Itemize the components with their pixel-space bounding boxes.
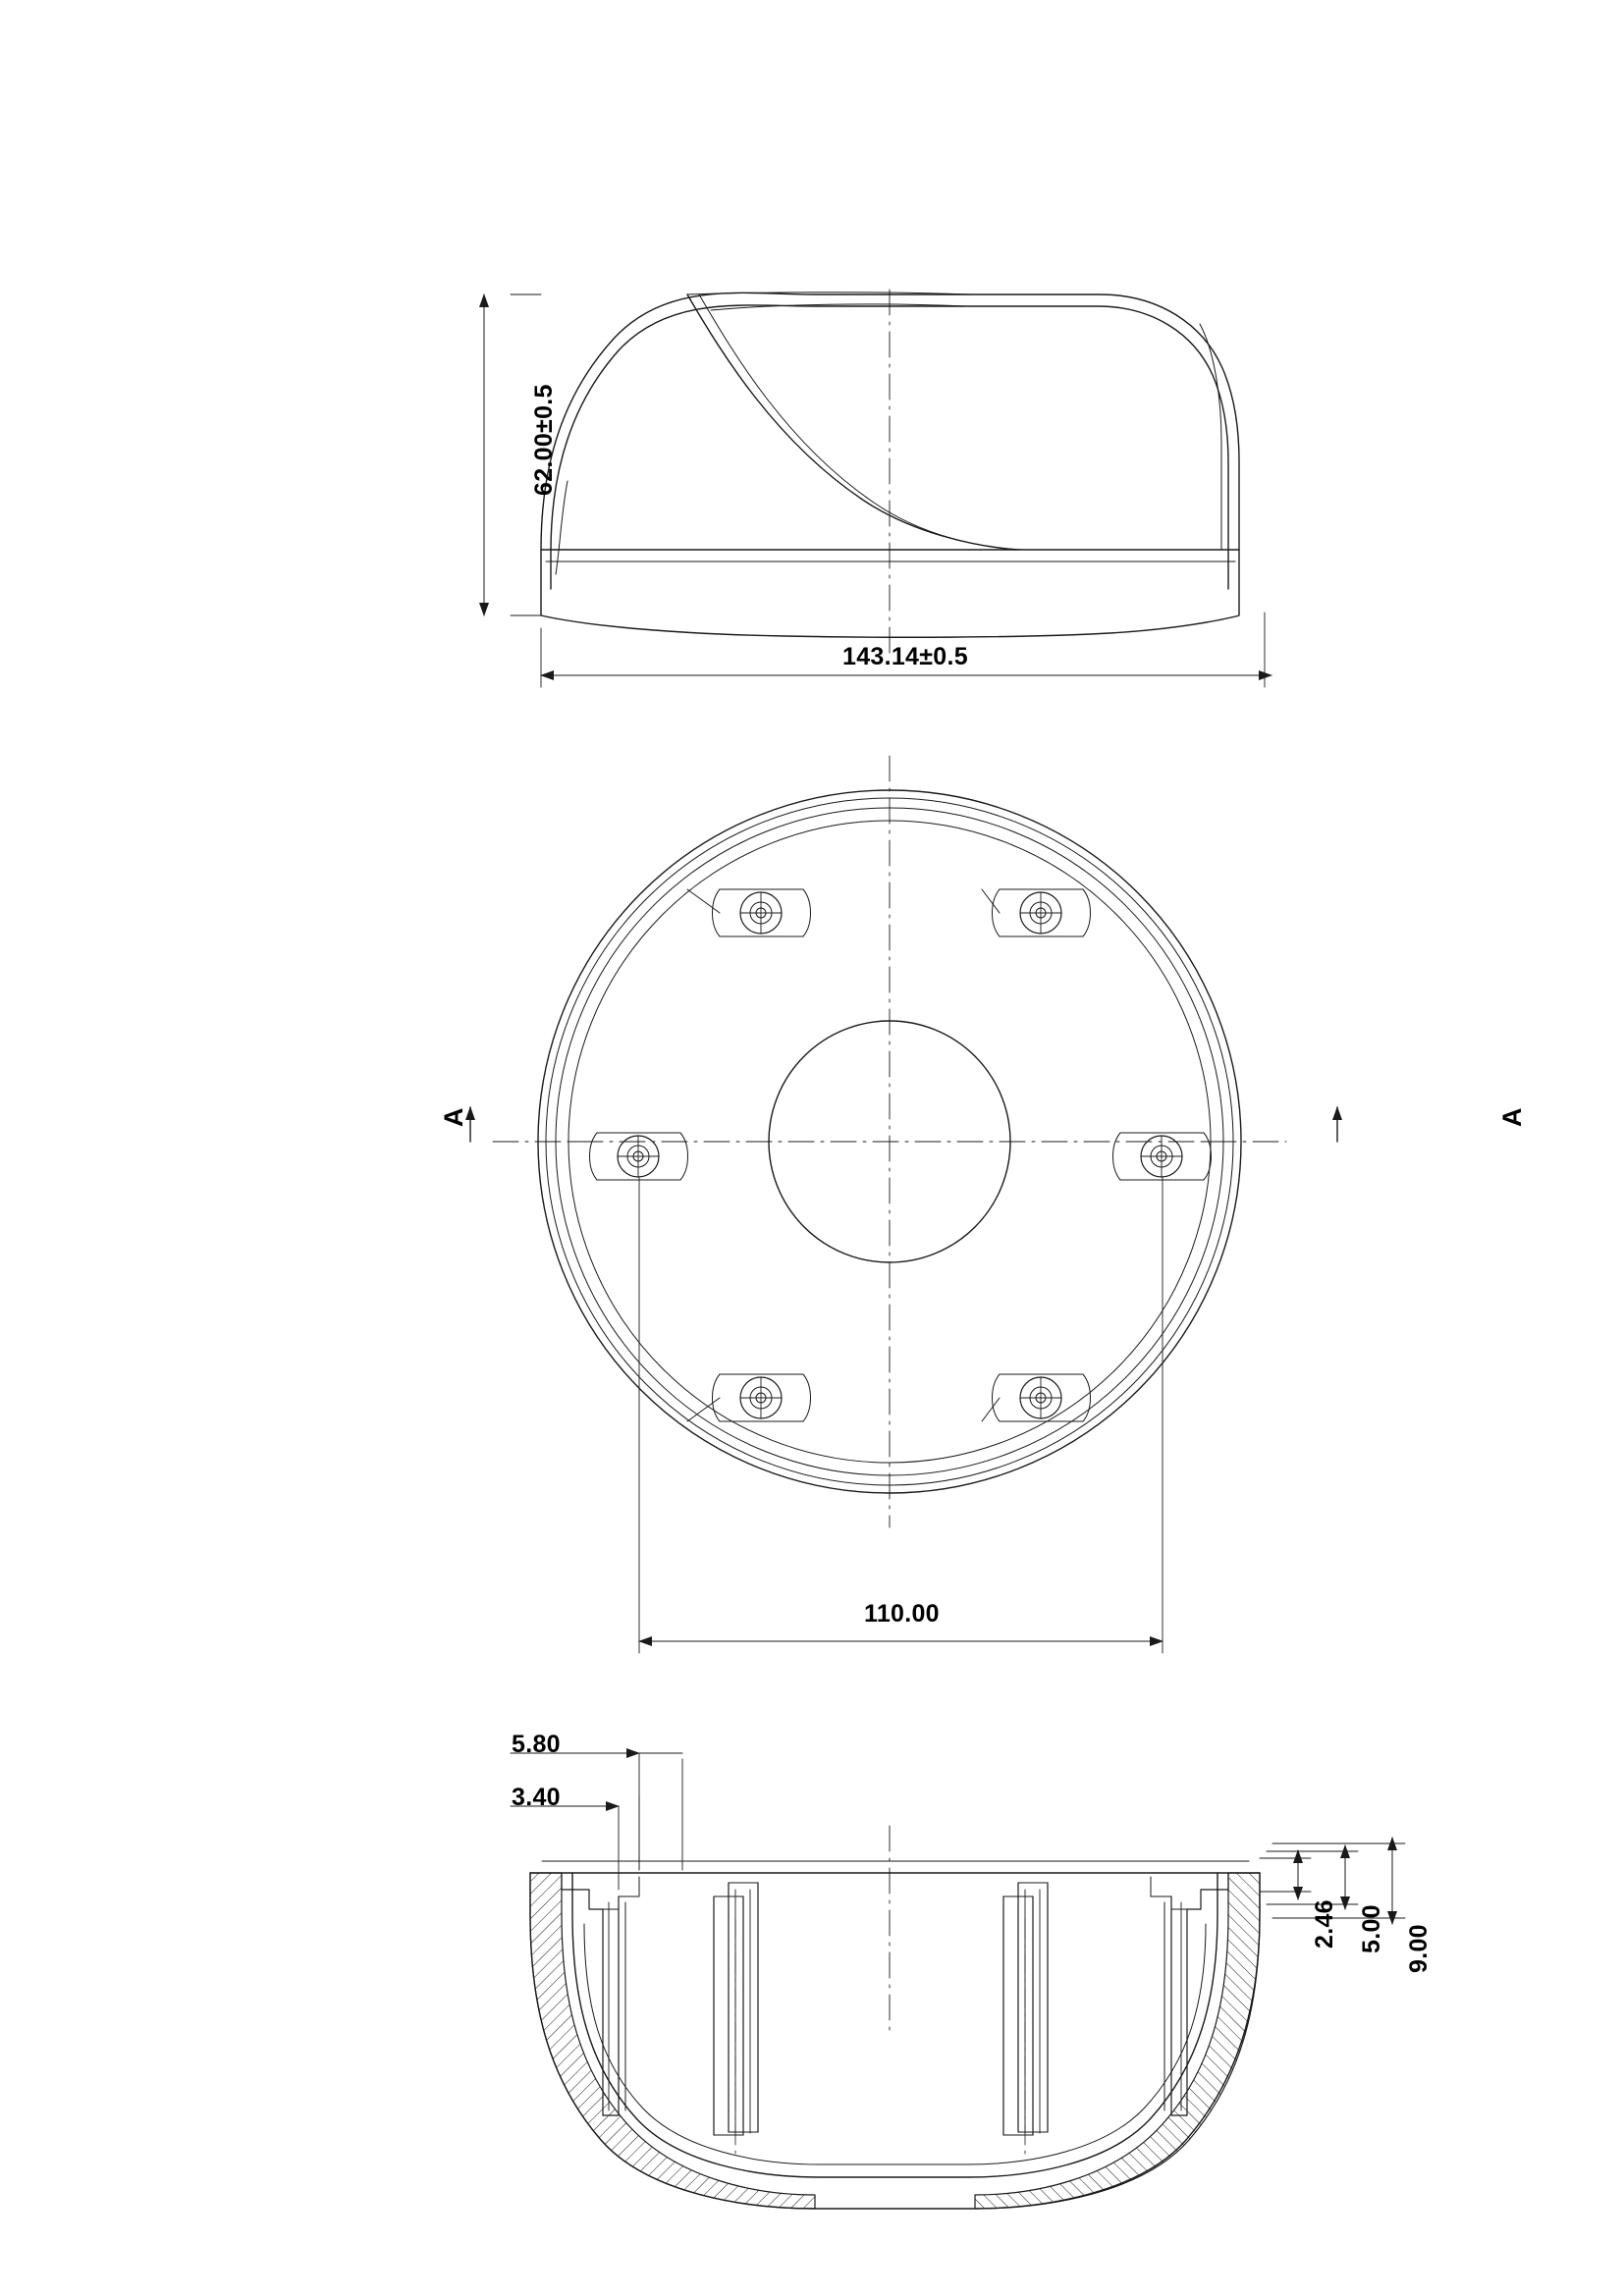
bottom-plan-geometry	[493, 756, 1286, 1527]
dimension-label-width: 143.14±0.5	[842, 643, 968, 670]
boss-top-right	[982, 889, 1091, 936]
dimension-label-flange-outer: 5.80	[512, 1731, 561, 1758]
boss-right	[1113, 1133, 1231, 1180]
boss-left	[568, 1133, 688, 1180]
dimension-246	[1260, 1850, 1311, 1899]
boss-bottom-left	[687, 1374, 811, 1421]
boss-top-left	[687, 889, 811, 936]
section-inner-post-right	[1003, 1883, 1048, 2135]
dimension-label-flange-inner: 3.40	[512, 1784, 561, 1811]
dimension-label-step-small: 2.46	[1311, 1899, 1338, 1949]
front-elevation-geometry	[541, 290, 1239, 660]
dimension-label-step-large: 9.00	[1405, 1924, 1433, 1973]
section-letter-right: A	[1497, 1107, 1527, 1127]
section-aa-geometry	[530, 1826, 1260, 2209]
section-inner-post-left	[714, 1883, 758, 2135]
dimension-plan-110	[639, 1178, 1163, 1653]
section-letter-left: A	[439, 1107, 468, 1127]
dimension-340	[511, 1806, 619, 1890]
dimension-label-step-mid: 5.00	[1358, 1904, 1385, 1953]
dimension-label-plan-diameter: 110.00	[864, 1600, 940, 1628]
boss-bottom-right	[982, 1374, 1091, 1421]
dimension-label-height: 62.00±0.5	[530, 384, 558, 496]
